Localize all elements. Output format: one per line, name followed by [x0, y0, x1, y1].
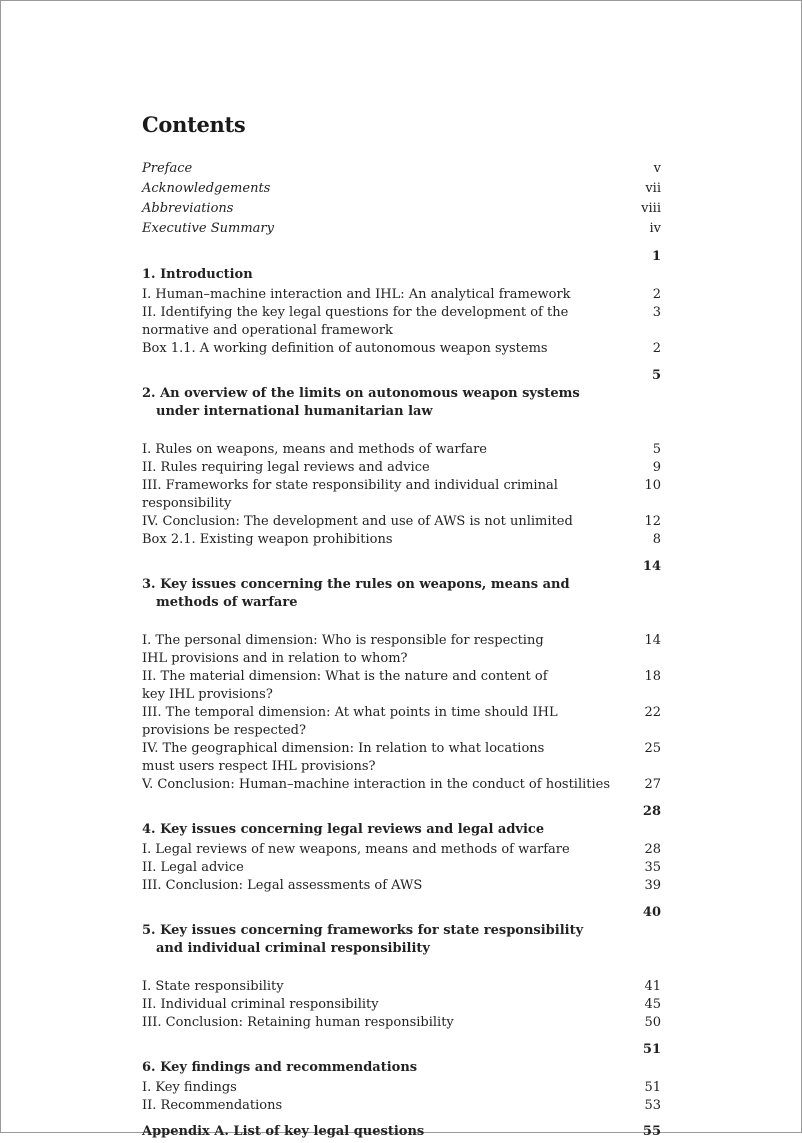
front-matter-list [142, 159, 661, 239]
section-title: IV. Conclusion: The development and use of AWS is not unlimited [142, 514, 573, 529]
section-title: II. The material dimension: What is the nature and content of key IHL provisions? [142, 669, 548, 702]
section-page: 51 [644, 1080, 661, 1095]
section-page: 3 [652, 305, 661, 320]
section-page: 41 [644, 979, 661, 994]
section-page: 18 [644, 669, 661, 684]
chapter-title-line2: and individual criminal responsibility [156, 941, 430, 956]
chapter-title-line1: 2. An overview of the limits on autonomous weapon systems [142, 386, 580, 401]
section-title: II. Identifying the key legal questions for the development of the normative and operational framework [142, 305, 569, 338]
chapter-5 [142, 904, 661, 1032]
section-page: 53 [644, 1098, 661, 1113]
chapter-title-line2: methods of warfare [156, 595, 298, 610]
section-entry[interactable] [142, 286, 661, 304]
toc-entry-preface[interactable] [142, 159, 661, 179]
section-entry[interactable] [142, 1014, 661, 1032]
section-entry[interactable] [142, 704, 661, 740]
section-title: I. Rules on weapons, means and methods of warfare [142, 442, 488, 457]
section-entry[interactable] [142, 877, 661, 895]
section-page: 25 [644, 741, 661, 756]
section-page: 28 [644, 842, 661, 857]
section-page: 2 [652, 341, 661, 356]
section-entry[interactable] [142, 632, 661, 668]
toc-entry-label: Abbreviations [142, 201, 234, 216]
chapter-title-line2: under international humanitarian law [156, 404, 433, 419]
box-entry[interactable] [142, 340, 661, 358]
section-title: Box 2.1. Existing weapon prohibitions [142, 532, 393, 547]
section-title: II. Rules requiring legal reviews and advice [142, 460, 430, 475]
chapter-title [142, 803, 631, 839]
chapter-page: 40 [642, 905, 661, 920]
toc-entry-label: Preface [142, 161, 193, 176]
section-page: 9 [652, 460, 661, 475]
chapter-page: 1 [651, 249, 661, 264]
section-entry[interactable] [142, 1097, 661, 1115]
toc-entry-page: v [653, 161, 661, 176]
section-title: III. Frameworks for state responsibility and individual criminal responsibility [142, 478, 558, 511]
chapter-2 [142, 367, 661, 549]
section-title: IV. The geographical dimension: In relation to what locations must users respect IHL provisions? [142, 741, 545, 774]
section-entry[interactable] [142, 513, 661, 531]
appendix [142, 1123, 661, 1141]
chapter-page: 5 [651, 368, 661, 383]
section-title: V. Conclusion: Human–machine interaction in the conduct of hostilities [142, 777, 611, 792]
section-title: II. Legal advice [142, 860, 244, 875]
section-page: 50 [644, 1015, 661, 1030]
section-entry[interactable] [142, 441, 661, 459]
chapter-page: 51 [642, 1042, 661, 1057]
chapter-page: 28 [642, 804, 661, 819]
toc-entry-page: viii [641, 201, 661, 216]
section-title: I. Legal reviews of new weapons, means and methods of warfare [142, 842, 570, 857]
section-title: II. Recommendations [142, 1098, 283, 1113]
section-page: 10 [644, 478, 661, 493]
section-entry[interactable] [142, 859, 661, 877]
toc-entry-page: iv [649, 221, 661, 236]
chapter-1 [142, 248, 661, 358]
table-of-contents [142, 159, 661, 1143]
section-entry[interactable] [142, 776, 661, 794]
chapter-title-line1: 6. Key findings and recommendations [142, 1060, 418, 1075]
chapter-heading[interactable] [142, 803, 661, 839]
chapter-heading[interactable] [142, 904, 661, 976]
chapter-title-line1: 3. Key issues concerning the rules on weapons, means and [142, 577, 570, 592]
section-title: Box 1.1. A working definition of autonomous weapon systems [142, 341, 548, 356]
section-title: I. State responsibility [142, 979, 284, 994]
toc-entry-page: vii [645, 181, 661, 196]
section-entry[interactable] [142, 740, 661, 776]
section-title: III. The temporal dimension: At what points in time should IHL provisions be respected? [142, 705, 558, 738]
section-entry[interactable] [142, 668, 661, 704]
chapter-title [142, 248, 631, 284]
chapter-heading[interactable] [142, 558, 661, 630]
section-page: 27 [644, 777, 661, 792]
chapter-title-line1: 5. Key issues concerning frameworks for state responsibility [142, 923, 584, 938]
chapter-title [142, 558, 631, 630]
chapter-heading[interactable] [142, 1041, 661, 1077]
section-page: 22 [644, 705, 661, 720]
chapter-heading[interactable] [142, 248, 661, 284]
toc-entry-abbreviations[interactable] [142, 199, 661, 219]
section-entry[interactable] [142, 1079, 661, 1097]
chapter-title-line1: 1. Introduction [142, 267, 253, 282]
page-title: Contents [142, 112, 246, 137]
chapter-heading[interactable] [142, 367, 661, 439]
chapter-title [142, 1041, 631, 1077]
appendix-heading[interactable] [142, 1123, 661, 1141]
section-title: I. The personal dimension: Who is responsible for respecting IHL provisions and in relation to whom? [142, 633, 544, 666]
toc-entry-executive-summary[interactable] [142, 219, 661, 239]
toc-entry-label: Executive Summary [142, 221, 274, 236]
appendix-title: Appendix A. List of key legal questions [142, 1124, 425, 1139]
section-page: 8 [652, 532, 661, 547]
section-page: 39 [644, 878, 661, 893]
section-entry[interactable] [142, 996, 661, 1014]
section-page: 35 [644, 860, 661, 875]
section-page: 45 [644, 997, 661, 1012]
appendix-page: 55 [642, 1124, 661, 1139]
chapter-title [142, 904, 631, 976]
chapter-6 [142, 1041, 661, 1115]
section-page: 14 [644, 633, 661, 648]
chapter-3 [142, 558, 661, 794]
chapter-4 [142, 803, 661, 895]
section-title: I. Key findings [142, 1080, 237, 1095]
chapter-title [142, 367, 631, 439]
section-entry[interactable] [142, 841, 661, 859]
section-page: 5 [652, 442, 661, 457]
section-title: II. Individual criminal responsibility [142, 997, 379, 1012]
box-entry[interactable] [142, 531, 661, 549]
chapter-title-line1: 4. Key issues concerning legal reviews and legal advice [142, 822, 545, 837]
section-entry[interactable] [142, 304, 661, 340]
section-page: 12 [644, 514, 661, 529]
section-entry[interactable] [142, 459, 661, 477]
section-title: III. Conclusion: Retaining human responsibility [142, 1015, 454, 1030]
chapter-page: 14 [642, 559, 661, 574]
section-page: 2 [652, 287, 661, 302]
section-entry[interactable] [142, 477, 661, 513]
section-title: III. Conclusion: Legal assessments of AWS [142, 878, 423, 893]
toc-entry-label: Acknowledgements [142, 181, 271, 196]
toc-entry-acknowledgements[interactable] [142, 179, 661, 199]
section-title: I. Human–machine interaction and IHL: An analytical framework [142, 287, 571, 302]
section-entry[interactable] [142, 978, 661, 996]
